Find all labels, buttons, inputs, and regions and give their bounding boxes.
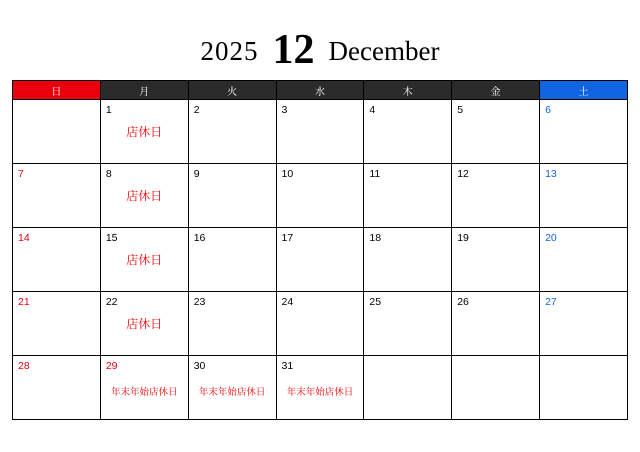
day-number: 12 [457, 168, 469, 180]
calendar-day-cell[interactable] [13, 292, 101, 356]
weekday-header-mon: 月 [100, 81, 188, 100]
day-number: 8 [105, 168, 112, 180]
day-number: 28 [18, 360, 30, 372]
calendar-day-cell[interactable] [100, 228, 188, 292]
day-number: 5 [457, 104, 464, 116]
day-note: 年末年始店休日 [111, 387, 178, 398]
day-number: 1 [105, 104, 112, 116]
day-number: 17 [281, 232, 294, 244]
calendar-day-cell[interactable] [100, 356, 188, 420]
calendar-day-cell[interactable] [364, 292, 452, 356]
day-number: 16 [193, 232, 206, 244]
day-number: 15 [105, 232, 118, 244]
weekday-header-fri: 金 [452, 81, 540, 100]
calendar-day-cell[interactable] [540, 228, 628, 292]
day-number: 23 [193, 296, 206, 308]
calendar-day-cell[interactable] [13, 100, 101, 164]
calendar-day-cell[interactable] [188, 100, 276, 164]
calendar-day-cell[interactable] [100, 292, 188, 356]
title-month-number: 12 [272, 27, 315, 73]
calendar-day-cell[interactable] [100, 100, 188, 164]
weekday-header-wed: 水 [276, 81, 364, 100]
calendar-day-cell[interactable] [276, 100, 364, 164]
calendar-week-row [13, 356, 628, 420]
calendar-day-cell[interactable] [276, 292, 364, 356]
calendar-day-cell[interactable] [13, 356, 101, 420]
calendar-day-cell[interactable] [276, 164, 364, 228]
calendar-day-cell[interactable] [452, 356, 540, 420]
weekday-header-row [13, 81, 628, 100]
day-note: 店休日 [126, 317, 163, 331]
day-number: 14 [18, 232, 30, 244]
day-number: 31 [281, 360, 294, 372]
weekday-header-sun: 日 [13, 81, 101, 100]
calendar-day-cell[interactable] [540, 100, 628, 164]
day-note: 店休日 [126, 189, 163, 203]
day-number: 24 [281, 296, 294, 308]
day-note: 店休日 [126, 253, 163, 267]
calendar-title [0, 0, 640, 73]
calendar-week-row [13, 292, 628, 356]
calendar-week-row [13, 164, 628, 228]
calendar-day-cell[interactable] [540, 164, 628, 228]
calendar-day-cell[interactable] [452, 164, 540, 228]
day-number: 9 [193, 168, 200, 180]
day-note: 年末年始店休日 [198, 387, 266, 398]
day-number: 13 [545, 168, 557, 180]
day-number: 6 [545, 104, 551, 116]
calendar-day-cell[interactable] [13, 164, 101, 228]
calendar-body [13, 100, 628, 420]
day-number: 3 [281, 104, 288, 116]
calendar-day-cell[interactable] [188, 228, 276, 292]
day-note: 店休日 [126, 125, 163, 139]
calendar-day-cell[interactable] [540, 356, 628, 420]
calendar-day-cell[interactable] [13, 228, 101, 292]
day-number: 11 [369, 168, 381, 180]
weekday-header-sat: 土 [540, 81, 628, 100]
day-number: 25 [369, 296, 382, 308]
calendar-day-cell[interactable] [452, 292, 540, 356]
calendar-week-row [13, 228, 628, 292]
day-number: 22 [105, 296, 118, 308]
calendar-day-cell[interactable] [364, 356, 452, 420]
day-number: 2 [193, 104, 200, 116]
day-number: 7 [18, 168, 24, 180]
day-number: 4 [369, 104, 376, 116]
calendar-day-cell[interactable] [364, 228, 452, 292]
day-number: 26 [457, 296, 469, 308]
weekday-header-tue: 火 [188, 81, 276, 100]
day-number: 10 [281, 168, 294, 180]
title-month-name: December [328, 36, 440, 66]
day-number: 19 [457, 232, 469, 244]
calendar-day-cell[interactable] [540, 292, 628, 356]
calendar-day-cell[interactable] [188, 164, 276, 228]
calendar-day-cell[interactable] [188, 292, 276, 356]
calendar-week-row [13, 100, 628, 164]
weekday-header-thu: 木 [364, 81, 452, 100]
calendar-day-cell[interactable] [100, 164, 188, 228]
calendar-day-cell[interactable] [364, 100, 452, 164]
title-year: 2025 [200, 36, 259, 66]
day-number: 20 [545, 232, 557, 244]
day-number: 27 [545, 296, 557, 308]
calendar-day-cell[interactable] [452, 228, 540, 292]
day-number: 29 [105, 360, 118, 372]
day-number: 30 [193, 360, 206, 372]
calendar-day-cell[interactable] [188, 356, 276, 420]
day-number: 21 [18, 296, 30, 308]
calendar-day-cell[interactable] [364, 164, 452, 228]
calendar-day-cell[interactable] [276, 228, 364, 292]
day-number: 18 [369, 232, 382, 244]
day-note: 年末年始店休日 [286, 387, 354, 398]
calendar-grid [12, 80, 628, 420]
calendar-day-cell[interactable] [452, 100, 540, 164]
calendar-day-cell[interactable] [276, 356, 364, 420]
